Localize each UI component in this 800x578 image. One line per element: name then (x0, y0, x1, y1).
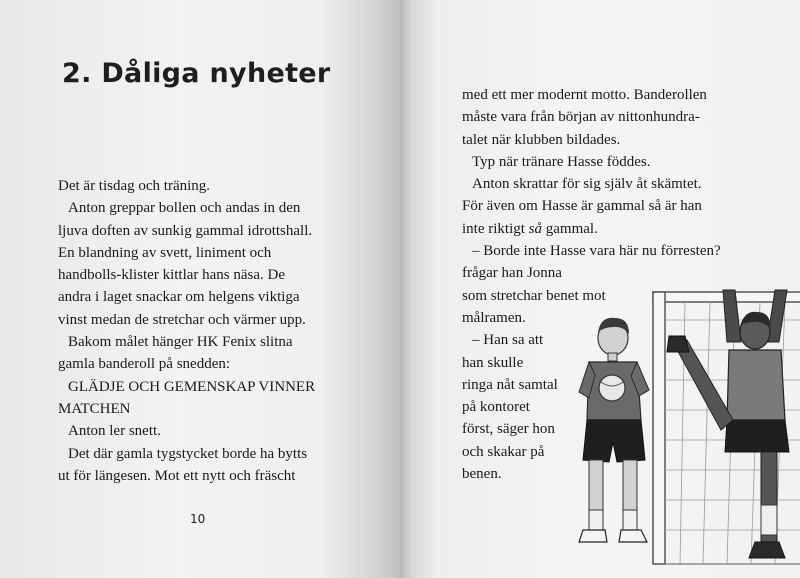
text-line: Anton skrattar för sig själv åt skämtet. (472, 176, 702, 193)
text-line: på kontoret (462, 399, 530, 416)
text-line: För även om Hasse är gammal så är han (462, 198, 702, 215)
text-line: med ett mer modernt motto. Banderollen (462, 87, 707, 103)
text-line: Bakom målet hänger HK Fenix slitna (68, 334, 293, 351)
text-line: Anton greppar bollen och andas in den (68, 200, 301, 217)
text-line: frågar han Jonna (462, 265, 562, 282)
left-page-text (58, 175, 378, 487)
text-line: – Borde inte Hasse vara här nu förresten? (472, 243, 721, 260)
text-line: – Han sa att (472, 332, 544, 349)
text-line: ut för längesen. Mot ett nytt och fräscht (58, 467, 296, 484)
handball-players-illustration (565, 280, 800, 578)
text-line: först, säger hon (462, 421, 555, 438)
text-line: benen. (462, 466, 502, 483)
text-line: Det där gamla tygstycket borde ha bytts (68, 445, 308, 462)
text-line: måste vara från början av nittonhundra- (462, 109, 700, 126)
text-line: ringa nåt samtal (462, 376, 558, 393)
text-line: talet när klubben bildades. (462, 131, 621, 148)
text-line: MATCHEN (58, 400, 131, 417)
text-line: Typ när tränare Hasse föddes. (472, 153, 651, 170)
text-line: och skakar på (462, 443, 545, 460)
chapter-title: 2. Dåliga nyheter (62, 58, 331, 89)
text-line: som stretchar benet mot (462, 287, 606, 304)
emphasis: så (528, 220, 543, 237)
text-line: gamla banderoll på snedden: (58, 356, 231, 373)
page-number: 10 (190, 512, 206, 526)
player-anton (579, 318, 649, 542)
text-line: han skulle (462, 354, 524, 371)
text-line: handbolls-klister kittlar hans näsa. De (58, 267, 286, 284)
text-line: vinst medan de stretchar och värmer upp. (58, 311, 306, 328)
text-line: Anton ler snett. (68, 423, 161, 440)
text-line: Det är tisdag och träning. (58, 178, 211, 194)
right-page (400, 0, 800, 578)
text-line: En blandning av svett, liniment och (58, 244, 272, 261)
player-jonna (667, 290, 789, 558)
text-line: GLÄDJE OCH GEMENSKAP VINNER (68, 378, 316, 395)
text-line-emphasis: inte riktigt så gammal. (462, 220, 598, 237)
text-line: ljuva doften av sunkig gammal idrottshall. (58, 222, 313, 239)
text-line: andra i laget snackar om helgens viktiga (58, 289, 300, 306)
text-line: målramen. (462, 309, 526, 326)
